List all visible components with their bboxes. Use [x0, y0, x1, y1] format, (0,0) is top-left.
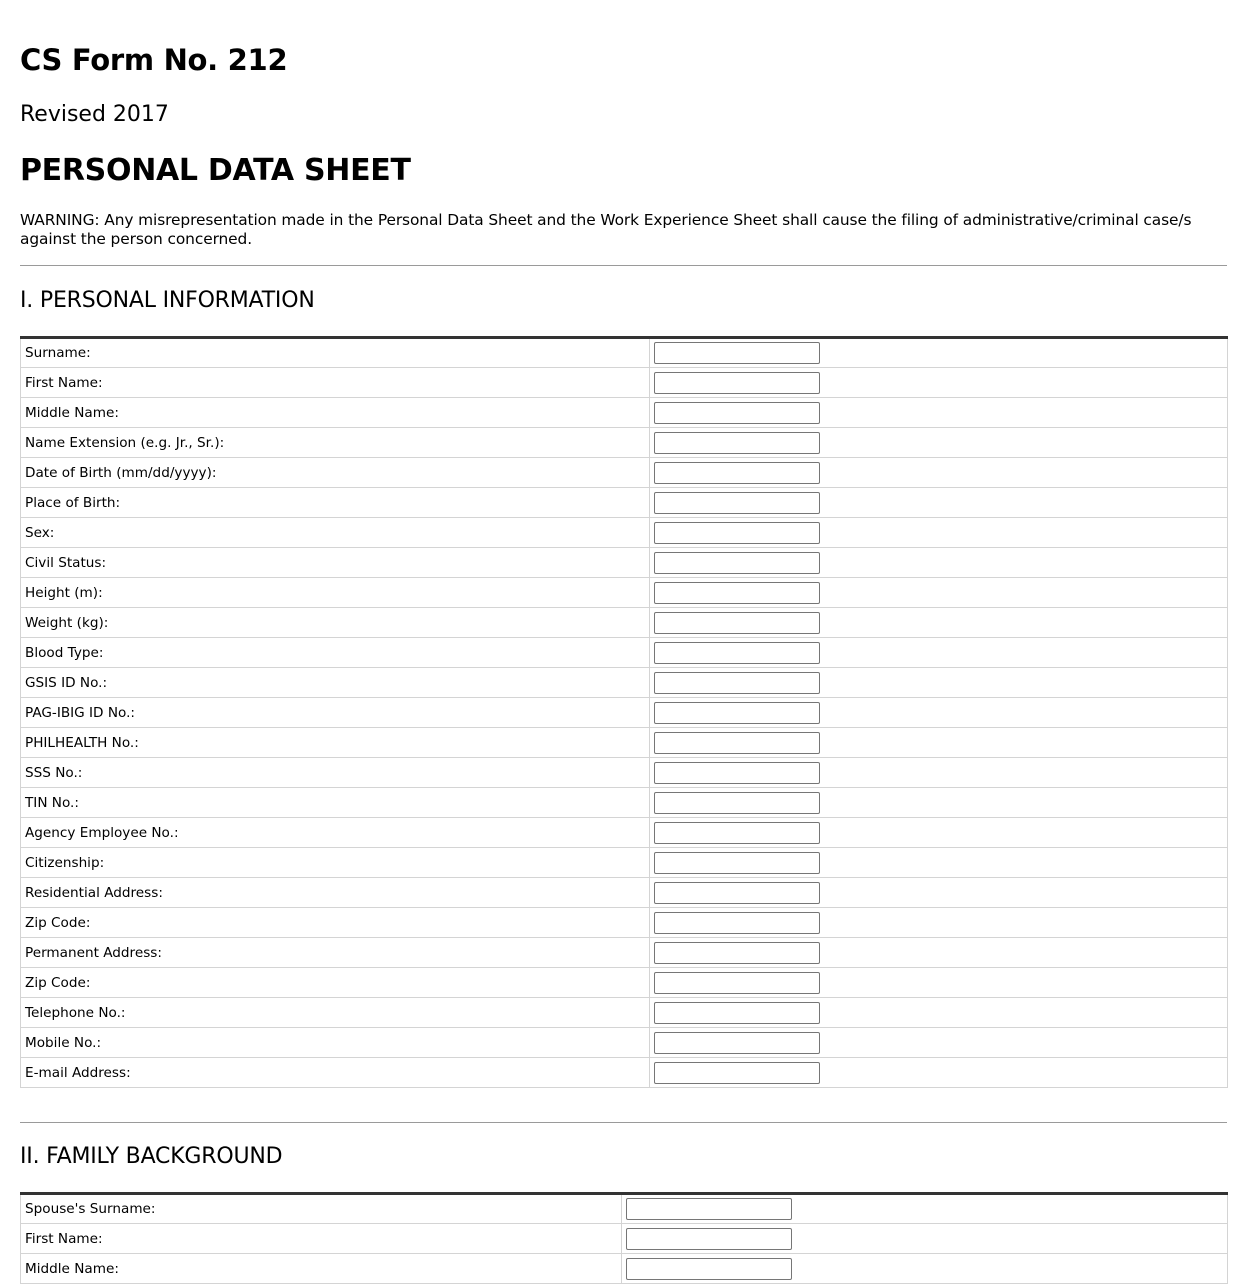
field-label: Permanent Address: [21, 938, 650, 968]
field-label: Citizenship: [21, 848, 650, 878]
field-label: First Name: [21, 1224, 622, 1254]
field-input-cell [650, 458, 1228, 488]
field-input-cell [650, 518, 1228, 548]
personal-pag-ibig-id-no-input[interactable] [654, 702, 820, 724]
personal-row [21, 1058, 1228, 1088]
personal-row [21, 788, 1228, 818]
field-label: Spouse's Surname: [21, 1194, 622, 1224]
field-input-cell [650, 398, 1228, 428]
personal-residential-address-input[interactable] [654, 882, 820, 904]
field-label: PAG-IBIG ID No.: [21, 698, 650, 728]
field-input-cell [650, 698, 1228, 728]
personal-row [21, 608, 1228, 638]
personal-e-mail-address-input[interactable] [654, 1062, 820, 1084]
personal-telephone-no-input[interactable] [654, 1002, 820, 1024]
field-label: Zip Code: [21, 908, 650, 938]
personal-citizenship-input[interactable] [654, 852, 820, 874]
section-title-personal-information: I. PERSONAL INFORMATION [20, 288, 315, 313]
personal-row [21, 398, 1228, 428]
personal-mobile-no-input[interactable] [654, 1032, 820, 1054]
field-input-cell [650, 638, 1228, 668]
personal-zip-code-input[interactable] [654, 912, 820, 934]
personal-row [21, 1028, 1228, 1058]
field-label: Telephone No.: [21, 998, 650, 1028]
field-label: Surname: [21, 338, 650, 368]
field-label: TIN No.: [21, 788, 650, 818]
personal-row [21, 998, 1228, 1028]
personal-row [21, 908, 1228, 938]
section-title-family-background: II. FAMILY BACKGROUND [20, 1144, 283, 1169]
personal-row [21, 578, 1228, 608]
field-input-cell [650, 998, 1228, 1028]
field-label: Blood Type: [21, 638, 650, 668]
warning-text: WARNING: Any misrepresentation made in the Personal Data Sheet and the Work Experience Sheet shall cause the filing of administrative/criminal case/s against the person concerned. [20, 211, 1192, 248]
family-row [21, 1224, 1228, 1254]
field-input-cell [650, 338, 1228, 368]
personal-row [21, 638, 1228, 668]
family-spouse-s-surname-input[interactable] [626, 1198, 792, 1220]
personal-sss-no-input[interactable] [654, 762, 820, 784]
family-first-name-input[interactable] [626, 1228, 792, 1250]
field-label: Mobile No.: [21, 1028, 650, 1058]
family-middle-name-input[interactable] [626, 1258, 792, 1280]
personal-row [21, 488, 1228, 518]
field-input-cell [650, 758, 1228, 788]
field-label: Weight (kg): [21, 608, 650, 638]
field-label: Middle Name: [21, 1254, 622, 1284]
personal-height-m-input[interactable] [654, 582, 820, 604]
field-label: Date of Birth (mm/dd/yyyy): [21, 458, 650, 488]
field-label: SSS No.: [21, 758, 650, 788]
personal-agency-employee-no-input[interactable] [654, 822, 820, 844]
field-label: Civil Status: [21, 548, 650, 578]
field-label: Zip Code: [21, 968, 650, 998]
field-label: E-mail Address: [21, 1058, 650, 1088]
personal-zip-code-input[interactable] [654, 972, 820, 994]
field-input-cell [650, 608, 1228, 638]
field-label: Name Extension (e.g. Jr., Sr.): [21, 428, 650, 458]
field-input-cell [622, 1224, 1228, 1254]
personal-row [21, 458, 1228, 488]
personal-surname-input[interactable] [654, 342, 820, 364]
divider [20, 1122, 1227, 1123]
field-input-cell [650, 368, 1228, 398]
field-label: Height (m): [21, 578, 650, 608]
field-input-cell [650, 818, 1228, 848]
field-input-cell [650, 938, 1228, 968]
personal-sex-input[interactable] [654, 522, 820, 544]
personal-weight-kg-input[interactable] [654, 612, 820, 634]
field-label: Sex: [21, 518, 650, 548]
personal-row [21, 938, 1228, 968]
personal-row [21, 878, 1228, 908]
field-label: Place of Birth: [21, 488, 650, 518]
field-input-cell [650, 848, 1228, 878]
personal-row [21, 758, 1228, 788]
family-row [21, 1254, 1228, 1284]
field-label: Middle Name: [21, 398, 650, 428]
field-input-cell [650, 878, 1228, 908]
field-label: GSIS ID No.: [21, 668, 650, 698]
personal-date-of-birth-mm-dd-yyyy-input[interactable] [654, 462, 820, 484]
personal-information-table [20, 336, 1228, 1088]
personal-row [21, 428, 1228, 458]
personal-blood-type-input[interactable] [654, 642, 820, 664]
field-input-cell [650, 908, 1228, 938]
field-label: Agency Employee No.: [21, 818, 650, 848]
field-input-cell [650, 488, 1228, 518]
page-title: PERSONAL DATA SHEET [20, 153, 411, 188]
revision-label: Revised 2017 [20, 102, 169, 127]
field-input-cell [650, 578, 1228, 608]
personal-tin-no-input[interactable] [654, 792, 820, 814]
field-input-cell [650, 788, 1228, 818]
field-input-cell [650, 1058, 1228, 1088]
personal-place-of-birth-input[interactable] [654, 492, 820, 514]
divider [20, 265, 1227, 266]
family-background-table [20, 1192, 1228, 1284]
field-input-cell [622, 1194, 1228, 1224]
field-input-cell [650, 668, 1228, 698]
personal-row [21, 968, 1228, 998]
personal-gsis-id-no-input[interactable] [654, 672, 820, 694]
personal-row [21, 338, 1228, 368]
field-input-cell [650, 428, 1228, 458]
personal-row [21, 548, 1228, 578]
field-input-cell [650, 1028, 1228, 1058]
personal-civil-status-input[interactable] [654, 552, 820, 574]
field-input-cell [650, 968, 1228, 998]
personal-row [21, 668, 1228, 698]
personal-row [21, 848, 1228, 878]
personal-name-extension-e-g-jr-sr-input[interactable] [654, 432, 820, 454]
family-row [21, 1194, 1228, 1224]
personal-middle-name-input[interactable] [654, 402, 820, 424]
field-input-cell [622, 1254, 1228, 1284]
personal-permanent-address-input[interactable] [654, 942, 820, 964]
form-number: CS Form No. 212 [20, 43, 288, 77]
personal-philhealth-no-input[interactable] [654, 732, 820, 754]
personal-row [21, 368, 1228, 398]
field-label: Residential Address: [21, 878, 650, 908]
field-label: PHILHEALTH No.: [21, 728, 650, 758]
field-input-cell [650, 728, 1228, 758]
field-input-cell [650, 548, 1228, 578]
personal-row [21, 698, 1228, 728]
personal-row [21, 728, 1228, 758]
field-label: First Name: [21, 368, 650, 398]
personal-row [21, 818, 1228, 848]
personal-row [21, 518, 1228, 548]
personal-first-name-input[interactable] [654, 372, 820, 394]
